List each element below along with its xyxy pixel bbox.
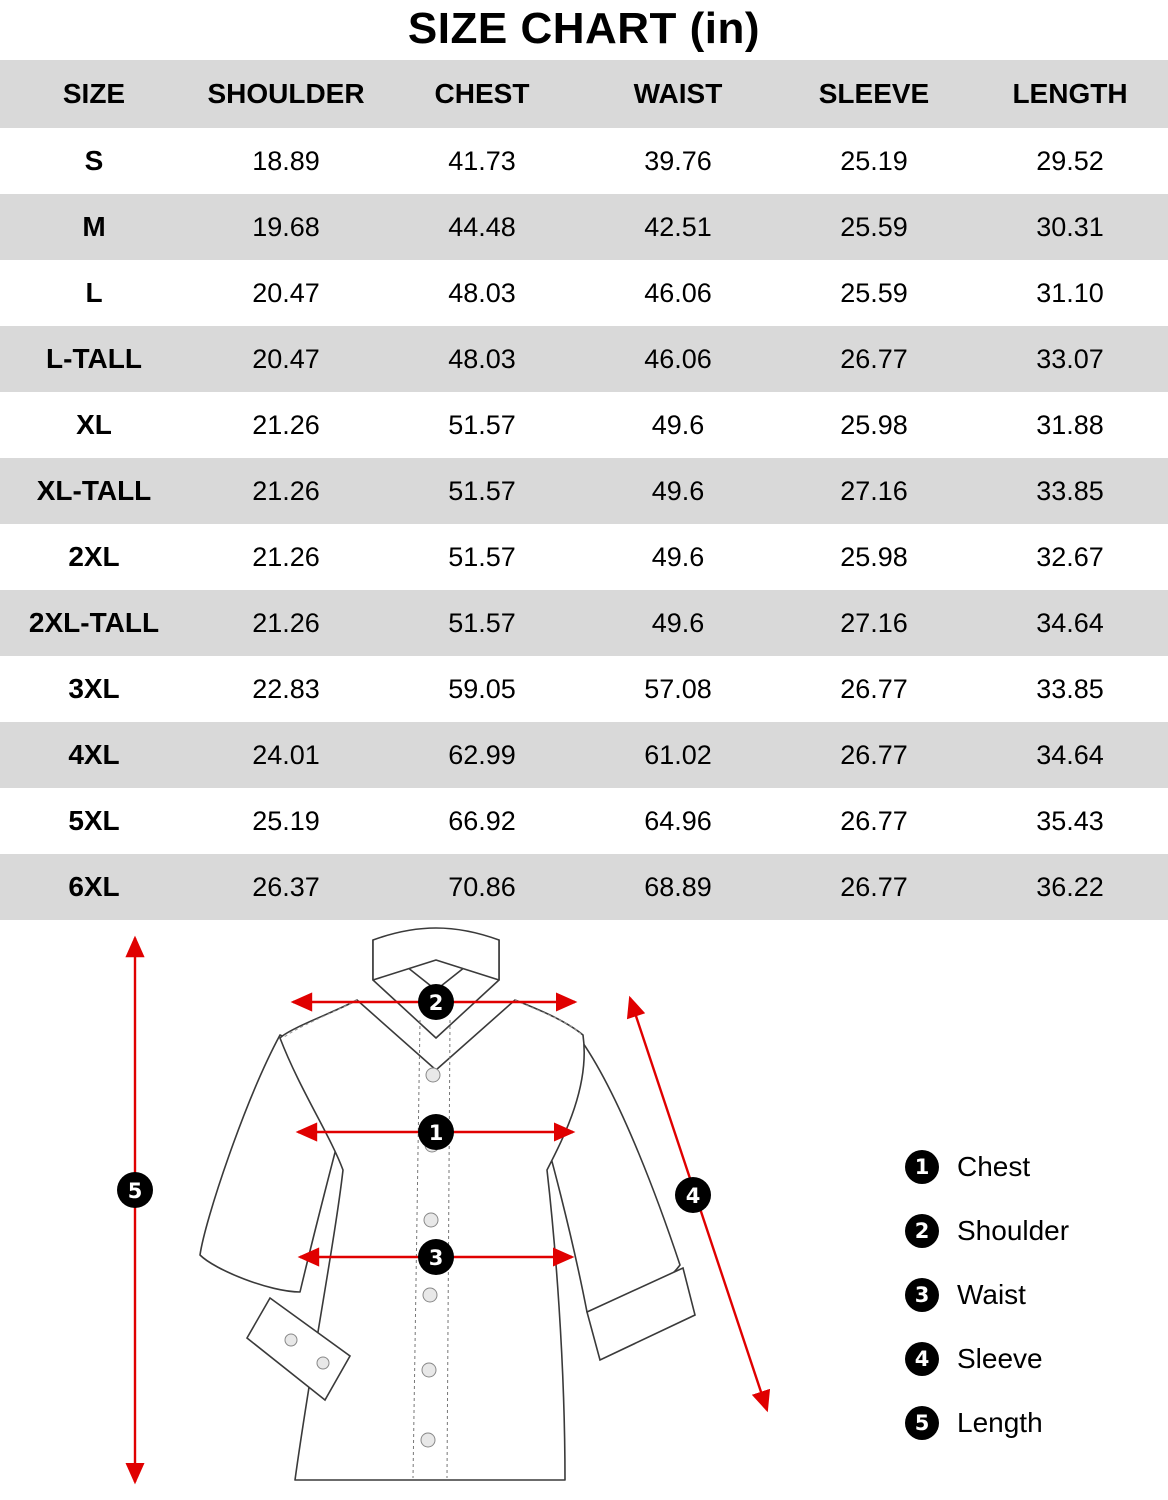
cell-waist: 49.6 bbox=[651, 541, 705, 572]
cell-chest: 70.86 bbox=[384, 854, 580, 920]
legend-item-length bbox=[905, 1391, 1155, 1455]
svg-text:1: 1 bbox=[428, 1121, 444, 1146]
cell-waist: 39.76 bbox=[644, 145, 712, 176]
table-row bbox=[0, 656, 1168, 722]
cell-length: 34.64 bbox=[972, 722, 1168, 788]
marker-badge-3 bbox=[418, 1239, 454, 1275]
cell-shoulder: 20.47 bbox=[252, 277, 320, 308]
legend-label-chest: Chest bbox=[957, 1151, 1031, 1183]
column-header-length: LENGTH bbox=[972, 60, 1168, 128]
marker-badge-2 bbox=[418, 984, 454, 1020]
cell-shoulder: 19.68 bbox=[188, 194, 384, 260]
table-row bbox=[0, 524, 1168, 590]
table-row bbox=[0, 590, 1168, 656]
table-header-row bbox=[0, 60, 1168, 128]
cell-size: 2XL-TALL bbox=[0, 590, 188, 656]
legend-label-sleeve: Sleeve bbox=[957, 1343, 1043, 1375]
cell-waist: 46.06 bbox=[644, 277, 712, 308]
cell-shoulder: 26.37 bbox=[188, 854, 384, 920]
marker-badge-4 bbox=[675, 1177, 711, 1213]
cell-chest: 62.99 bbox=[384, 722, 580, 788]
cell-chest: 51.57 bbox=[448, 409, 516, 440]
cell-size: 6XL bbox=[0, 854, 188, 920]
cell-sleeve: 25.59 bbox=[776, 194, 972, 260]
badge-2-icon: 2 bbox=[905, 1214, 939, 1248]
cell-sleeve: 25.19 bbox=[840, 145, 908, 176]
svg-text:3: 3 bbox=[428, 1246, 444, 1271]
column-header-size: SIZE bbox=[0, 60, 188, 128]
table-row bbox=[0, 788, 1168, 854]
cell-size: XL-TALL bbox=[0, 458, 188, 524]
badge-4-icon: 4 bbox=[905, 1342, 939, 1376]
cell-waist: 46.06 bbox=[580, 326, 776, 392]
cell-waist: 57.08 bbox=[644, 673, 712, 704]
cell-length: 33.07 bbox=[972, 326, 1168, 392]
legend-label-length: Length bbox=[957, 1407, 1043, 1439]
cell-waist: 49.6 bbox=[580, 458, 776, 524]
table-row bbox=[0, 392, 1168, 458]
cell-shoulder: 18.89 bbox=[252, 145, 320, 176]
cell-waist: 68.89 bbox=[580, 854, 776, 920]
cell-sleeve: 26.77 bbox=[776, 854, 972, 920]
badge-1-icon: 1 bbox=[905, 1150, 939, 1184]
svg-text:5: 5 bbox=[127, 1179, 143, 1204]
cell-waist: 49.6 bbox=[651, 409, 705, 440]
shirt-illustration bbox=[95, 920, 795, 1490]
column-header-shoulder: SHOULDER bbox=[188, 60, 384, 128]
table-row bbox=[0, 854, 1168, 920]
cell-sleeve: 26.77 bbox=[776, 326, 972, 392]
size-chart-table bbox=[0, 60, 1168, 920]
marker-badge-5 bbox=[117, 1172, 153, 1208]
cell-chest: 66.92 bbox=[448, 805, 516, 836]
cell-size: L bbox=[85, 277, 103, 309]
table-row bbox=[0, 260, 1168, 326]
table-row bbox=[0, 128, 1168, 194]
cell-length: 32.67 bbox=[1036, 541, 1104, 572]
cell-length: 31.88 bbox=[1036, 409, 1104, 440]
cell-chest: 51.57 bbox=[384, 590, 580, 656]
cell-length: 33.85 bbox=[1036, 673, 1104, 704]
cell-length: 33.85 bbox=[972, 458, 1168, 524]
cell-shoulder: 24.01 bbox=[188, 722, 384, 788]
table-row bbox=[0, 194, 1168, 260]
cell-length: 35.43 bbox=[1036, 805, 1104, 836]
table-row bbox=[0, 326, 1168, 392]
cell-length: 36.22 bbox=[972, 854, 1168, 920]
legend-item-waist bbox=[905, 1263, 1155, 1327]
cell-chest: 51.57 bbox=[448, 541, 516, 572]
cell-size: S bbox=[84, 145, 104, 177]
cell-shoulder: 21.26 bbox=[252, 409, 320, 440]
measurement-legend bbox=[905, 1135, 1155, 1455]
cell-shoulder: 20.47 bbox=[188, 326, 384, 392]
cell-shoulder: 21.26 bbox=[188, 458, 384, 524]
cell-sleeve: 25.98 bbox=[840, 541, 908, 572]
cell-chest: 51.57 bbox=[384, 458, 580, 524]
cell-size: L-TALL bbox=[0, 326, 188, 392]
cell-chest: 48.03 bbox=[448, 277, 516, 308]
table-row bbox=[0, 722, 1168, 788]
cell-size: XL bbox=[76, 409, 112, 441]
cell-waist: 61.02 bbox=[580, 722, 776, 788]
cell-length: 31.10 bbox=[1036, 277, 1104, 308]
marker-badge-1 bbox=[418, 1114, 454, 1150]
cell-shoulder: 22.83 bbox=[252, 673, 320, 704]
cell-sleeve: 26.77 bbox=[776, 722, 972, 788]
cell-sleeve: 27.16 bbox=[776, 590, 972, 656]
cell-chest: 59.05 bbox=[448, 673, 516, 704]
cell-size: M bbox=[0, 194, 188, 260]
cell-length: 29.52 bbox=[1036, 145, 1104, 176]
cell-waist: 64.96 bbox=[644, 805, 712, 836]
cell-sleeve: 25.59 bbox=[840, 277, 908, 308]
cell-length: 34.64 bbox=[972, 590, 1168, 656]
column-header-sleeve: SLEEVE bbox=[776, 60, 972, 128]
cell-size: 2XL bbox=[68, 541, 120, 573]
cell-length: 30.31 bbox=[972, 194, 1168, 260]
column-header-waist: WAIST bbox=[580, 60, 776, 128]
cell-shoulder: 21.26 bbox=[188, 590, 384, 656]
cell-waist: 49.6 bbox=[580, 590, 776, 656]
page-title: SIZE CHART (in) bbox=[407, 4, 761, 53]
legend-label-waist: Waist bbox=[957, 1279, 1026, 1311]
cell-sleeve: 26.77 bbox=[840, 805, 908, 836]
badge-5-icon: 5 bbox=[905, 1406, 939, 1440]
cell-shoulder: 25.19 bbox=[252, 805, 320, 836]
column-header-chest: CHEST bbox=[384, 60, 580, 128]
cell-sleeve: 26.77 bbox=[840, 673, 908, 704]
table-row bbox=[0, 458, 1168, 524]
legend-item-shoulder bbox=[905, 1199, 1155, 1263]
cell-chest: 44.48 bbox=[384, 194, 580, 260]
cell-chest: 48.03 bbox=[384, 326, 580, 392]
cell-shoulder: 21.26 bbox=[252, 541, 320, 572]
cell-size: 5XL bbox=[68, 805, 120, 837]
svg-text:2: 2 bbox=[428, 991, 444, 1016]
cell-waist: 42.51 bbox=[580, 194, 776, 260]
svg-text:4: 4 bbox=[685, 1184, 701, 1209]
legend-item-chest bbox=[905, 1135, 1155, 1199]
cell-sleeve: 25.98 bbox=[840, 409, 908, 440]
cell-size: 4XL bbox=[0, 722, 188, 788]
cell-sleeve: 27.16 bbox=[776, 458, 972, 524]
badge-3-icon: 3 bbox=[905, 1278, 939, 1312]
cell-chest: 41.73 bbox=[448, 145, 516, 176]
legend-item-sleeve bbox=[905, 1327, 1155, 1391]
legend-label-shoulder: Shoulder bbox=[957, 1215, 1070, 1247]
cell-size: 3XL bbox=[68, 673, 120, 705]
measurement-diagram bbox=[0, 920, 1168, 1490]
